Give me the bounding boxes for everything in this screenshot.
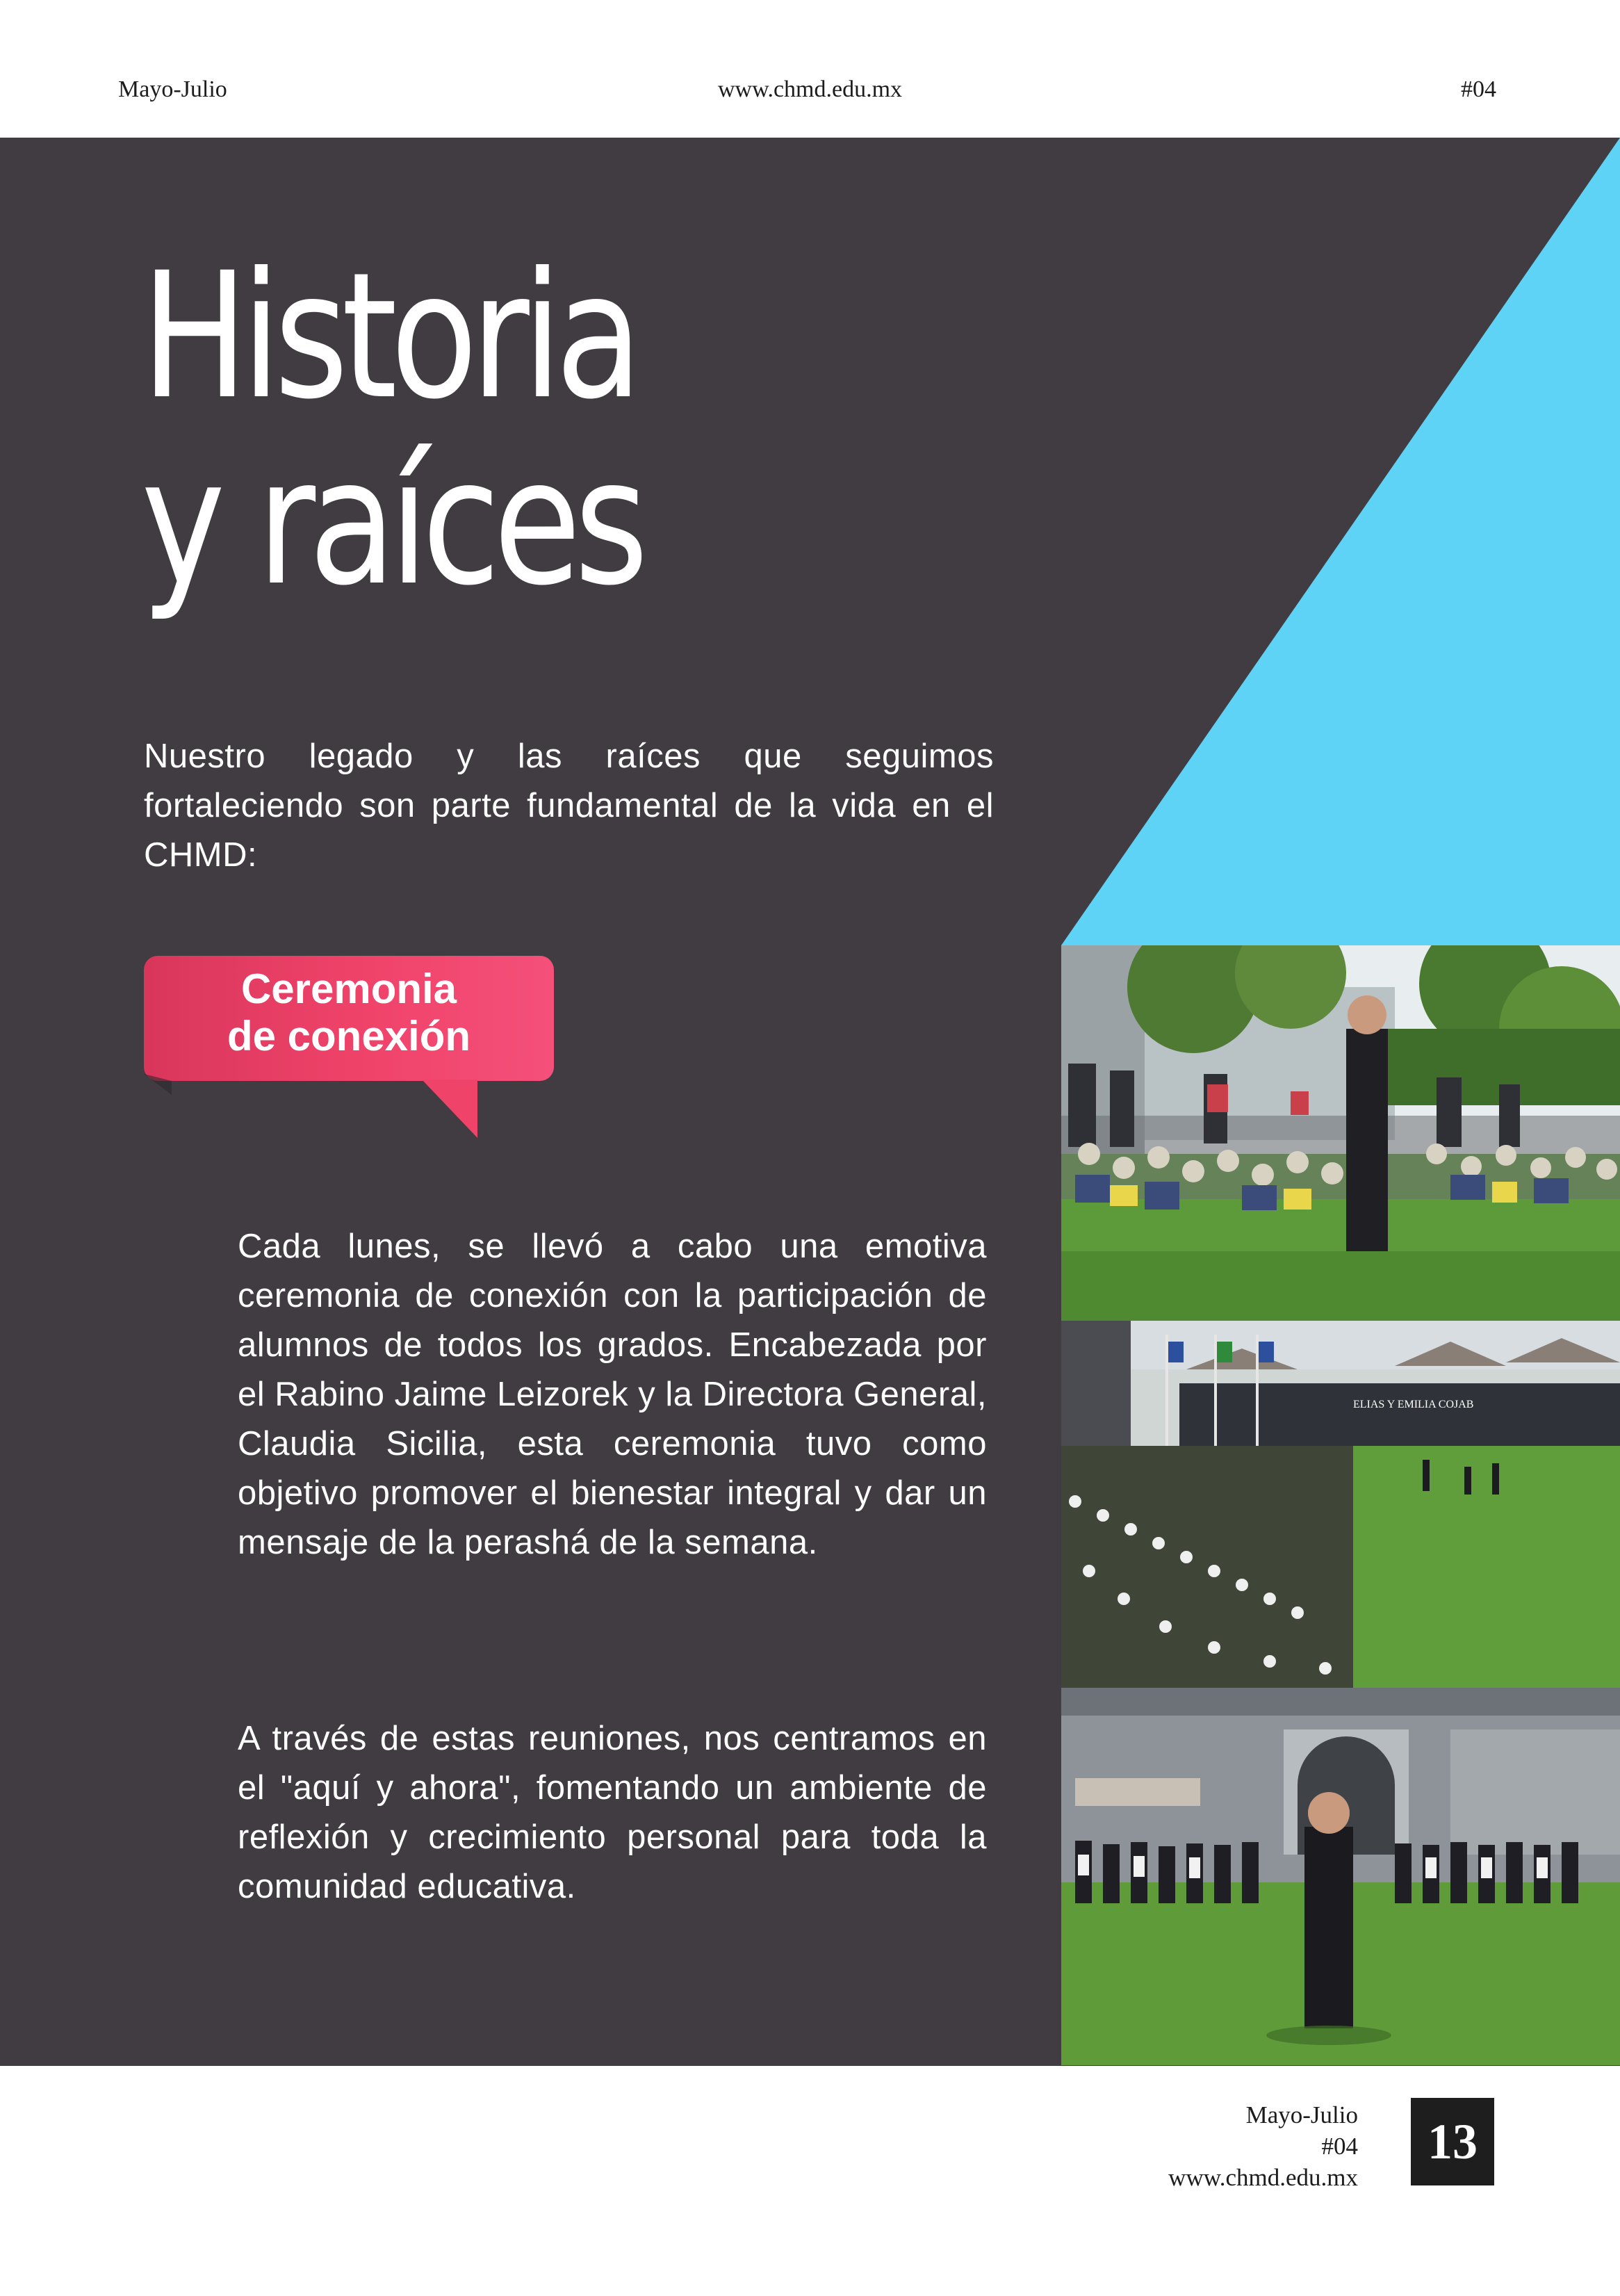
footer-issue-number: #04: [1321, 2133, 1358, 2160]
badge-label: [144, 966, 554, 1060]
photo-ceremony-seated-students: [1061, 945, 1620, 1321]
body-paragraph-1: Cada lunes, se llevó a cabo una emotiva ceremonia de conexión con la participación de alumnos de todos los grados. Encabezada por el Rabino Jaime Leizorek y la Directora General, Claudia Sicilia, esta ceremonia tuvo como objetivo promover el bienestar integral y dar un mensaje de la perashá de la semana.: [238, 1228, 987, 1561]
photo-students-on-field: [1061, 1321, 1620, 1688]
page-title: [141, 235, 642, 624]
page-number: 13: [1411, 2098, 1494, 2185]
header-issue-period: Mayo-Julio: [118, 76, 227, 102]
footer-info: [1168, 2099, 1358, 2193]
section-badge: [144, 956, 554, 1081]
photo-rabbi-speaking: [1061, 1688, 1620, 2065]
body-paragraph-2: A través de estas reuniones, nos centramos en el "aquí y ahora", fomentando un ambiente de reflexión y crecimiento personal para toda la comunidad educativa.: [238, 1720, 987, 1905]
badge-line-2: de conexión: [227, 1013, 471, 1059]
header-website[interactable]: www.chmd.edu.mx: [717, 76, 903, 102]
intro-paragraph: Nuestro legado y las raíces que seguimos fortaleciendo son parte fundamental de la vida en el CHMD:: [144, 738, 994, 874]
field-wall-sign: ELIAS Y EMILIA COJAB: [1353, 1399, 1474, 1410]
badge-line-1: Ceremonia: [240, 966, 457, 1012]
title-line-1: Historia: [141, 235, 636, 437]
footer-website[interactable]: www.chmd.edu.mx: [1168, 2164, 1358, 2191]
footer-issue-period: Mayo-Julio: [1245, 2101, 1358, 2128]
title-line-2: y raíces: [141, 421, 642, 624]
header-issue-number: #04: [1461, 76, 1496, 102]
